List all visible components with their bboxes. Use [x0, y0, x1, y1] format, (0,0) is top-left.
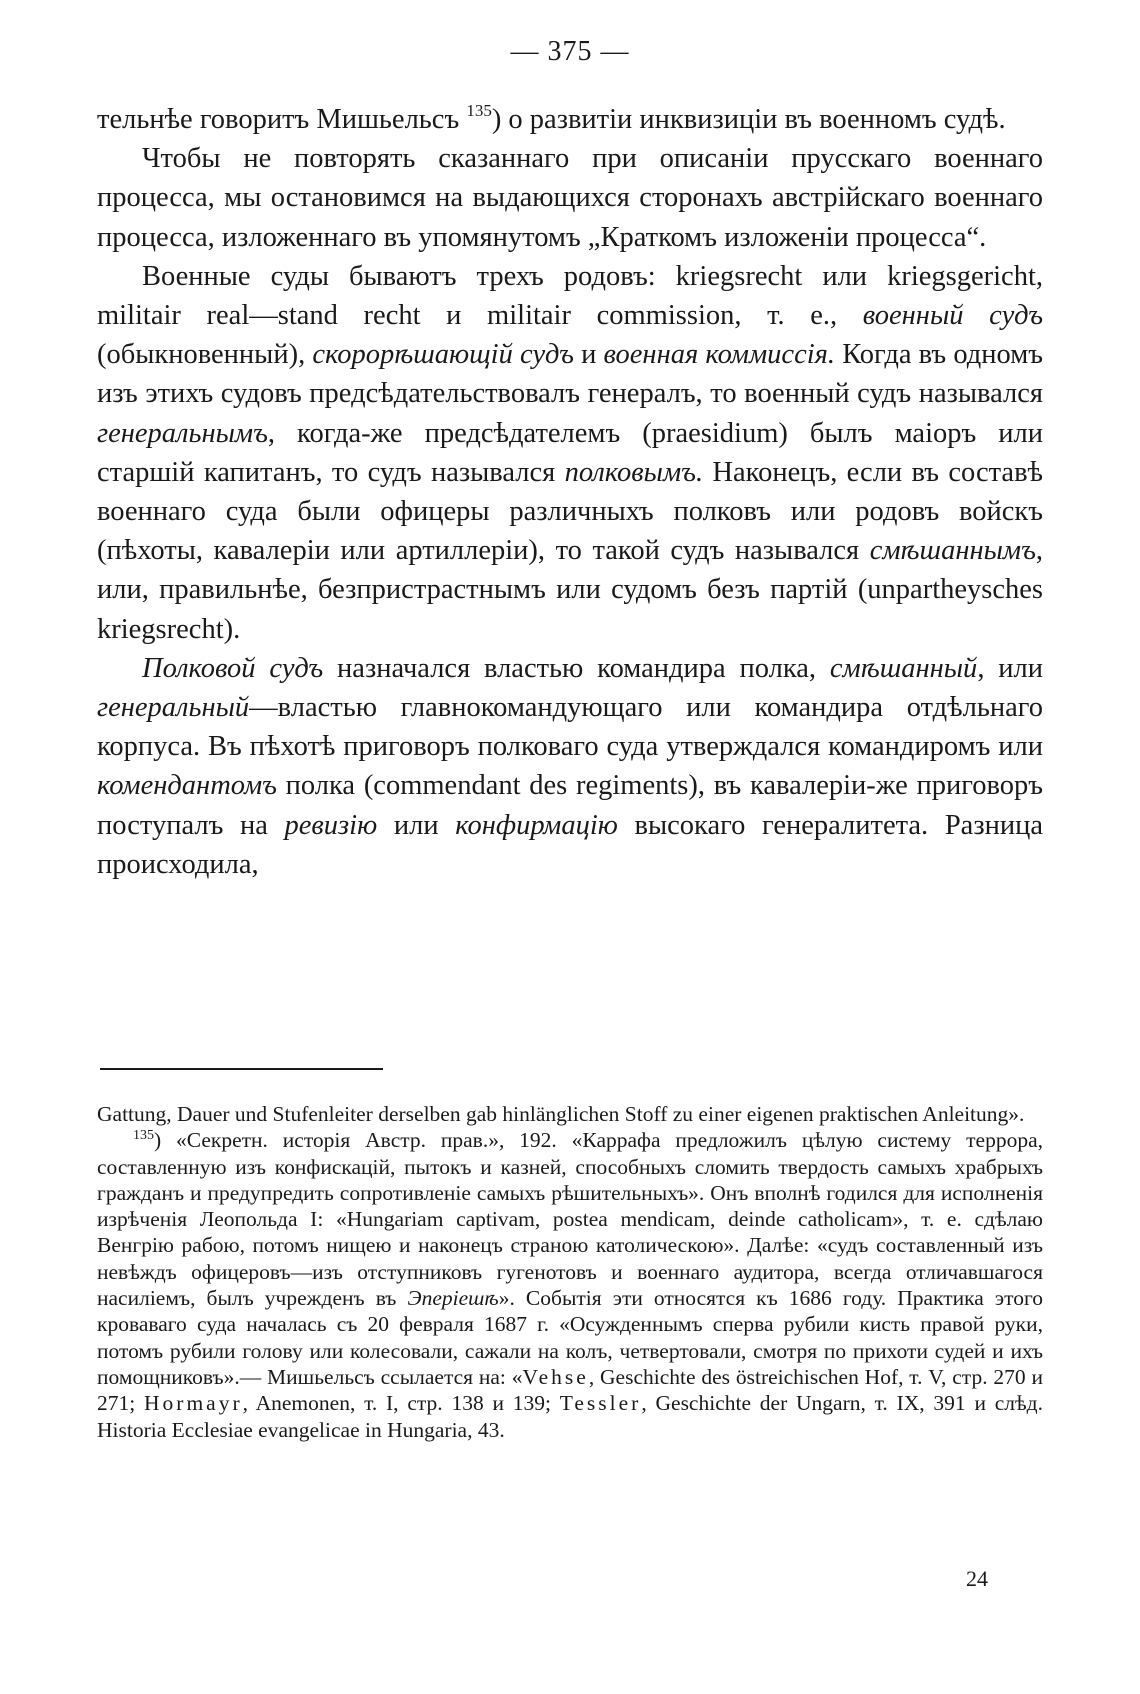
footnote-divider — [100, 1068, 383, 1070]
paragraph-2: Чтобы не повторять сказаннаго при описанiи прусскаго военнаго процесса, мы остановимся на выдающихся сторонахъ австрiйскаго военнаго процесса, изложеннаго въ упомянутомъ „Краткомъ изложенiи процесса“. — [97, 143, 1043, 253]
main-text — [97, 100, 1043, 884]
signature-mark: 24 — [966, 1566, 988, 1591]
footnote-continuation: Gattung, Dauer und Stufenleiter derselben gab hinlänglichen Stoff zu einer eigenen praktischen Anleitung». — [97, 1102, 1025, 1126]
paragraph-4: Полковой судъ назначался властью командира полка, смѣшанный, или генеральный—властью главнокомандующаго или командира отдѣльнаго корпуса. Въ пѣхотѣ приговоръ полковаго суда утверждался командиромъ или комендантомъ полка (commendant des regiments), въ кавалерiи-же приговоръ поступалъ на ревизiю или конфирмацiю высокаго генералитета. Разница происходила, — [97, 652, 1043, 880]
page-number: — 375 — — [510, 36, 630, 67]
footnote-ref-135: 135 — [466, 101, 492, 120]
footnotes — [97, 1101, 1043, 1443]
footnote-marker-135: 135 — [133, 1128, 154, 1144]
paragraph-1: тельнѣе говоритъ Мишьельсъ $^{135}$) о развитiи инквизицiи въ военномъ судѣ. — [97, 101, 1006, 135]
paragraph-3: Военные суды бываютъ трехъ родовъ: kriegsrecht или kriegsgericht, militair real—stand recht и militair commission, т. е., военный судъ (обыкновенный), скорорѣшающiй судъ и военная коммиссiя. Когда въ одномъ изъ этихъ судовъ предсѣдательствовалъ генералъ, то военный судъ назывался генеральнымъ, когда-же предсѣдателемъ (praesidium) былъ маiоръ или старшiй капитанъ, то судъ назывался полковымъ. Наконецъ, если въ составѣ военнаго суда были офицеры различныхъ полковъ или родовъ войскъ (пѣхоты, кавалерiи или артиллерiи), то такой судъ назывался смѣшаннымъ, или, правильнѣе, безпристрастнымъ или судомъ безъ партiй (unpartheysches kriegsrecht). — [97, 260, 1044, 645]
footnote-135: $^{135}$) «Секретн. исторiя Австр. прав.», 192. «Каррафа предложилъ цѣлую систему террора, составленную изъ конфискацiй, пытокъ и казней, способныхъ сломить твердость самыхъ храбрыхъ гражданъ и предупредить сопротивленiе самыхъ рѣшительныхъ». Онъ вполнѣ годился для исполненiя изрѣченiя Леопольда I: «Hungariam captivam, postea mendicam, deinde catholicam», т. е. сдѣлаю Венгрiю рабою, потомъ нищею и наконецъ страною католическою». Далѣе: «судъ составленный изъ невѣждъ офицеровъ—изъ отступниковъ гугенотовъ и военнаго аудитора, всегда отличавшагося насилiемъ, былъ учрежденъ въ Эперiешѣ». Событiя эти относятся къ 1686 году. Практика этого кроваваго суда началась съ 20 февраля 1687 г. «Осужденнымъ сперва рубили кисть правой руки, потомъ рубили голову или колесовали, сажали на колъ, четвертовали, смотря по прихоти судей и ихъ помощниковъ».— Мишьельсъ ссылается на: «Vehse, Geschichte des östreichischen Hof, т. V, стр. 270 и 271; Hormayr, Anemonen, т. I, стр. 138 и 139; Tessler, Geschichte der Ungarn, т. IX, 391 и слѣд. Historia Ecclesiae evangelicae in Hungaria, 43. — [97, 1128, 1043, 1442]
